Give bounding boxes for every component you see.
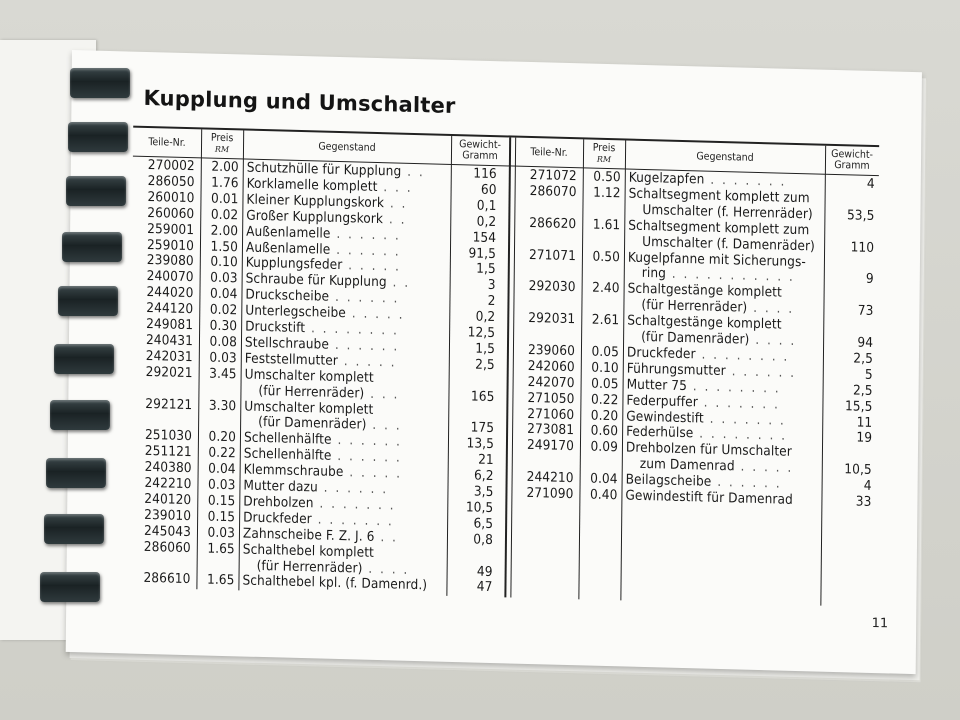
- item-text: Kupplungsfeder: [245, 254, 343, 274]
- weight: 49: [476, 563, 493, 580]
- leader-dots: . . . . . .: [330, 241, 401, 260]
- item-text: (für Herrenräder): [256, 557, 363, 577]
- part-number: 242210: [144, 474, 192, 493]
- part-number: 240120: [144, 490, 192, 509]
- part-number: 251121: [144, 443, 192, 461]
- header-weight-right: Gewicht- Gramm: [831, 147, 874, 172]
- price: 0.22: [590, 391, 619, 408]
- item-text: zum Damenrad: [639, 456, 735, 475]
- item-text: Umschalter (f. Damenräder): [642, 233, 816, 255]
- price: 0.15: [207, 508, 236, 526]
- leader-dots: . . . . . .: [331, 432, 403, 450]
- header-price-right: Preis RM: [592, 141, 616, 165]
- weight: 5: [864, 366, 873, 383]
- part-number: 271071: [528, 246, 577, 264]
- weight: 175: [470, 419, 495, 437]
- part-number: 270002: [147, 156, 195, 175]
- item-text: ring: [641, 265, 667, 282]
- price: 1.65: [206, 571, 235, 589]
- leader-dots: . . . . . . .: [311, 511, 394, 530]
- weight: 10,5: [844, 461, 872, 479]
- part-number: 286070: [529, 182, 577, 201]
- item-text: Umschalter (f. Herrenräder): [642, 201, 813, 223]
- price: 0.05: [591, 375, 619, 393]
- weight: 2,5: [852, 382, 873, 399]
- part-number: 259001: [147, 220, 195, 238]
- price: 0.15: [207, 492, 236, 510]
- item-text: Druckfeder: [626, 344, 696, 363]
- weight: 19: [856, 429, 873, 447]
- item-text: Mutter dazu: [243, 477, 318, 496]
- part-number: 242070: [527, 373, 575, 391]
- item-text: Umschalter komplett: [244, 366, 374, 386]
- price: 0.40: [589, 486, 618, 504]
- part-number: 240431: [145, 331, 194, 350]
- price: 1.61: [592, 216, 621, 234]
- item-text: Korklamelle komplett: [246, 175, 378, 195]
- leader-dots: . . .: [377, 178, 413, 196]
- header-item: Gegenstand: [318, 139, 376, 154]
- item-description: [625, 489, 821, 509]
- part-number: 286060: [143, 538, 191, 556]
- part-number: 292031: [528, 310, 576, 328]
- part-number: 240070: [146, 268, 194, 286]
- part-number: 242060: [527, 357, 575, 375]
- item-text: Kleiner Kupplungskork: [246, 191, 385, 211]
- price: 1.76: [211, 174, 239, 192]
- part-number: 242031: [145, 347, 193, 365]
- price: 0.03: [207, 524, 236, 541]
- binding-ring: [44, 514, 104, 544]
- leader-dots: . . .: [366, 417, 402, 435]
- item-text: Federpuffer: [626, 392, 698, 410]
- binding-ring: [40, 572, 100, 602]
- binding-ring: [54, 344, 114, 374]
- part-number: 292121: [145, 395, 193, 413]
- item-text: Schellenhälfte: [243, 429, 332, 449]
- weight: 6,2: [473, 467, 494, 485]
- price: 2.00: [210, 222, 239, 239]
- weight: 91,5: [468, 244, 497, 262]
- item-text: Gewindestift: [626, 408, 704, 427]
- weight: 2,5: [853, 350, 874, 367]
- item-text: Beilagscheibe: [625, 471, 712, 490]
- weight: 21: [478, 451, 494, 469]
- weight: 11: [856, 414, 873, 431]
- price: 0.30: [209, 317, 238, 335]
- item-text: Schaltsegment komplett zum: [628, 185, 810, 207]
- weight: 47: [476, 579, 493, 596]
- item-text: Stellschraube: [244, 334, 330, 353]
- item-text: Schaltsegment komplett zum: [628, 217, 810, 238]
- part-number: 239010: [144, 506, 192, 524]
- item-text: Druckfeder: [243, 509, 312, 528]
- leader-dots: . . . . . . . .: [695, 346, 790, 365]
- leader-dots: . . . . .: [337, 352, 397, 371]
- leader-dots: . . . . . . . . . . .: [665, 265, 795, 286]
- weight: 9: [865, 271, 874, 288]
- part-number: 244210: [526, 469, 574, 487]
- item-text: (für Damenräder): [258, 414, 367, 434]
- part-number: 286610: [143, 570, 191, 588]
- part-number: 260060: [147, 204, 195, 222]
- catalog-page: [66, 50, 922, 674]
- binding-ring: [70, 68, 130, 98]
- item-text: Schellenhälfte: [243, 445, 332, 465]
- leader-dots: . .: [401, 163, 425, 181]
- weight: 60: [480, 181, 497, 199]
- item-text: Schalthebel komplett: [242, 541, 375, 561]
- part-number: 271072: [529, 166, 577, 185]
- binding-ring: [66, 176, 126, 206]
- part-number: 271090: [526, 484, 574, 503]
- weight: 12,5: [467, 324, 496, 342]
- item-text: Kugelpfanne mit Sicherungs-: [627, 249, 807, 270]
- leader-dots: . . . . . .: [328, 336, 400, 355]
- binding-ring: [62, 232, 122, 262]
- leader-dots: . . . .: [747, 299, 795, 318]
- part-number: 249081: [146, 315, 194, 334]
- leader-dots: . . . . . . .: [704, 171, 787, 190]
- leader-dots: . . . . . .: [317, 479, 389, 498]
- weight: 4: [863, 477, 872, 495]
- item-text: Klemmschraube: [243, 461, 344, 481]
- price: 0.22: [208, 444, 236, 462]
- part-number: 271060: [527, 405, 575, 423]
- price: 0.04: [209, 285, 238, 303]
- binding-ring: [58, 286, 118, 316]
- price: 3.30: [208, 397, 237, 414]
- leader-dots: . . . . . .: [331, 448, 402, 466]
- weight: 0,2: [475, 308, 496, 326]
- price: 3.45: [209, 365, 237, 383]
- item-text: (für Herrenräder): [641, 297, 748, 316]
- price: 0.03: [207, 476, 236, 494]
- header-price: Preis RM: [210, 131, 234, 155]
- page-title: Kupplung und Umschalter: [143, 85, 456, 119]
- part-number: 249170: [526, 437, 575, 455]
- part-number: 259010: [146, 236, 195, 254]
- header-part-no-right: Teile-Nr.: [530, 145, 568, 159]
- price: 0.08: [209, 333, 238, 351]
- header-part-no: Teile-Nr.: [148, 135, 186, 149]
- item-text: Führungsmutter: [626, 360, 726, 379]
- parts-table: [128, 128, 879, 607]
- leader-dots: . . . . .: [734, 458, 794, 477]
- part-number: 239060: [527, 341, 576, 360]
- leader-dots: . . . . .: [345, 305, 405, 323]
- leader-dots: . .: [382, 210, 407, 228]
- price: 0.04: [208, 460, 236, 478]
- part-number: 239080: [146, 252, 194, 270]
- weight: 116: [473, 165, 497, 183]
- price: 1.50: [210, 238, 239, 255]
- weight: 165: [470, 388, 495, 405]
- item-text: Drehbolzen: [243, 493, 314, 512]
- weight: 3: [487, 277, 496, 294]
- part-number: 244120: [146, 300, 194, 318]
- leader-dots: . . . . . .: [329, 288, 400, 307]
- item-text: Schaltgestänge komplett: [627, 312, 782, 333]
- item-text: Federhülse: [626, 423, 694, 442]
- item-text: Unterlegscheibe: [245, 302, 347, 322]
- price: 1.12: [593, 184, 621, 202]
- item-text: Kugelzapfen: [628, 169, 705, 188]
- item-text: Großer Kupplungskork: [246, 207, 384, 227]
- spiral-binding: [40, 60, 120, 620]
- binding-ring: [68, 122, 128, 152]
- weight: 6,5: [473, 515, 494, 532]
- column-rule: [620, 140, 626, 600]
- header-weight: Gewicht- Gramm: [459, 138, 502, 163]
- price: 0.02: [209, 301, 238, 319]
- weight: 13,5: [466, 435, 495, 453]
- leader-dots: . . . . . . . .: [693, 425, 788, 445]
- leader-dots: . . . . . . .: [697, 394, 780, 413]
- weight: 15,5: [844, 397, 873, 415]
- leader-dots: . . . .: [749, 331, 797, 349]
- leader-dots: . . .: [364, 385, 400, 403]
- binding-ring: [50, 400, 110, 430]
- price: 0.02: [210, 206, 239, 224]
- item-text: Mutter 75: [626, 376, 688, 394]
- leader-dots: . . . . . . . .: [686, 377, 781, 397]
- part-number: 273081: [527, 421, 575, 439]
- item-text: Feststellmutter: [244, 350, 339, 369]
- item-text: Schalthebel kpl. (f. Damenrd.): [242, 572, 428, 594]
- item-text: Schraube für Kupplung: [245, 270, 387, 291]
- item-text: Drehbolzen für Umschalter: [625, 439, 792, 461]
- leader-dots: . . . . .: [343, 464, 403, 482]
- item-text: Umschalter komplett: [244, 398, 374, 418]
- price: 0.20: [590, 407, 619, 424]
- weight: 2: [487, 293, 496, 310]
- weight: 53,5: [846, 207, 875, 224]
- leader-dots: . . . . . . . .: [305, 320, 399, 339]
- weight: 110: [850, 238, 875, 256]
- item-text: Außenlamelle: [246, 223, 331, 242]
- leader-dots: . . . . . .: [711, 473, 782, 492]
- item-text: Schaltgestänge komplett: [627, 280, 783, 301]
- weight: 1,5: [476, 260, 496, 278]
- weight: 0,1: [476, 197, 497, 214]
- part-number: 251030: [144, 427, 193, 445]
- weight: 1,5: [475, 340, 496, 357]
- price: 0.03: [210, 269, 238, 287]
- weight: 154: [472, 229, 497, 246]
- part-number: 286620: [529, 214, 577, 232]
- weight: 2,5: [475, 356, 495, 373]
- price: 0.04: [590, 470, 618, 488]
- binding-ring: [46, 458, 106, 488]
- item-text: Gewindestift für Damenrad: [625, 487, 793, 508]
- price: 0.03: [209, 349, 237, 367]
- leader-dots: . . . . . . .: [703, 410, 786, 429]
- price: 1.65: [207, 540, 235, 557]
- item-text: Außenlamelle: [245, 239, 331, 258]
- leader-dots: . .: [383, 194, 408, 212]
- price: 2.40: [592, 279, 620, 297]
- leader-dots: . . . .: [362, 560, 410, 578]
- weight: 10,5: [465, 499, 494, 516]
- price: 0.50: [592, 248, 621, 265]
- price: 0.60: [590, 422, 619, 440]
- leader-dots: . . . . . .: [725, 362, 797, 381]
- price: 0.01: [210, 190, 239, 208]
- price: 0.09: [590, 438, 619, 456]
- header-item-right: Gegenstand: [696, 149, 754, 164]
- weight: 4: [866, 175, 875, 193]
- price: 0.10: [591, 359, 619, 377]
- price: 2.61: [591, 311, 620, 329]
- item-text: (für Damenräder): [641, 328, 750, 348]
- part-number: 286050: [147, 172, 195, 191]
- part-number: 244020: [146, 284, 194, 302]
- part-number: 292021: [145, 363, 193, 381]
- leader-dots: . . . . . . .: [313, 495, 396, 514]
- weight: 33: [855, 493, 872, 510]
- leader-dots: . .: [386, 274, 411, 292]
- price: 0.20: [208, 428, 237, 446]
- item-description: [242, 574, 446, 594]
- price: 0.05: [591, 343, 620, 361]
- page-number: 11: [871, 615, 889, 632]
- leader-dots: . .: [374, 528, 399, 546]
- price: 0.50: [593, 168, 621, 186]
- weight: 3,5: [473, 483, 494, 501]
- part-number: 240380: [144, 459, 192, 477]
- weight: 0,8: [473, 531, 494, 548]
- weight: 73: [857, 302, 874, 320]
- item-text: Schutzhülle für Kupplung: [246, 159, 402, 180]
- part-number: 271050: [527, 389, 575, 407]
- item-text: Druckscheibe: [245, 286, 330, 305]
- price: 2.00: [211, 158, 239, 176]
- item-text: Druckstift: [245, 318, 306, 337]
- weight: 94: [857, 334, 874, 351]
- part-number: 292030: [528, 278, 576, 296]
- price: 0.10: [210, 254, 238, 271]
- leader-dots: . . . . . .: [330, 225, 401, 244]
- part-number: 245043: [143, 522, 192, 540]
- part-number: 260010: [147, 188, 195, 207]
- item-text: Zahnscheibe F. Z. J. 6: [242, 525, 375, 545]
- leader-dots: . . . . .: [342, 257, 402, 276]
- weight: 0,2: [476, 213, 497, 230]
- item-text: (für Herrenräder): [258, 382, 365, 402]
